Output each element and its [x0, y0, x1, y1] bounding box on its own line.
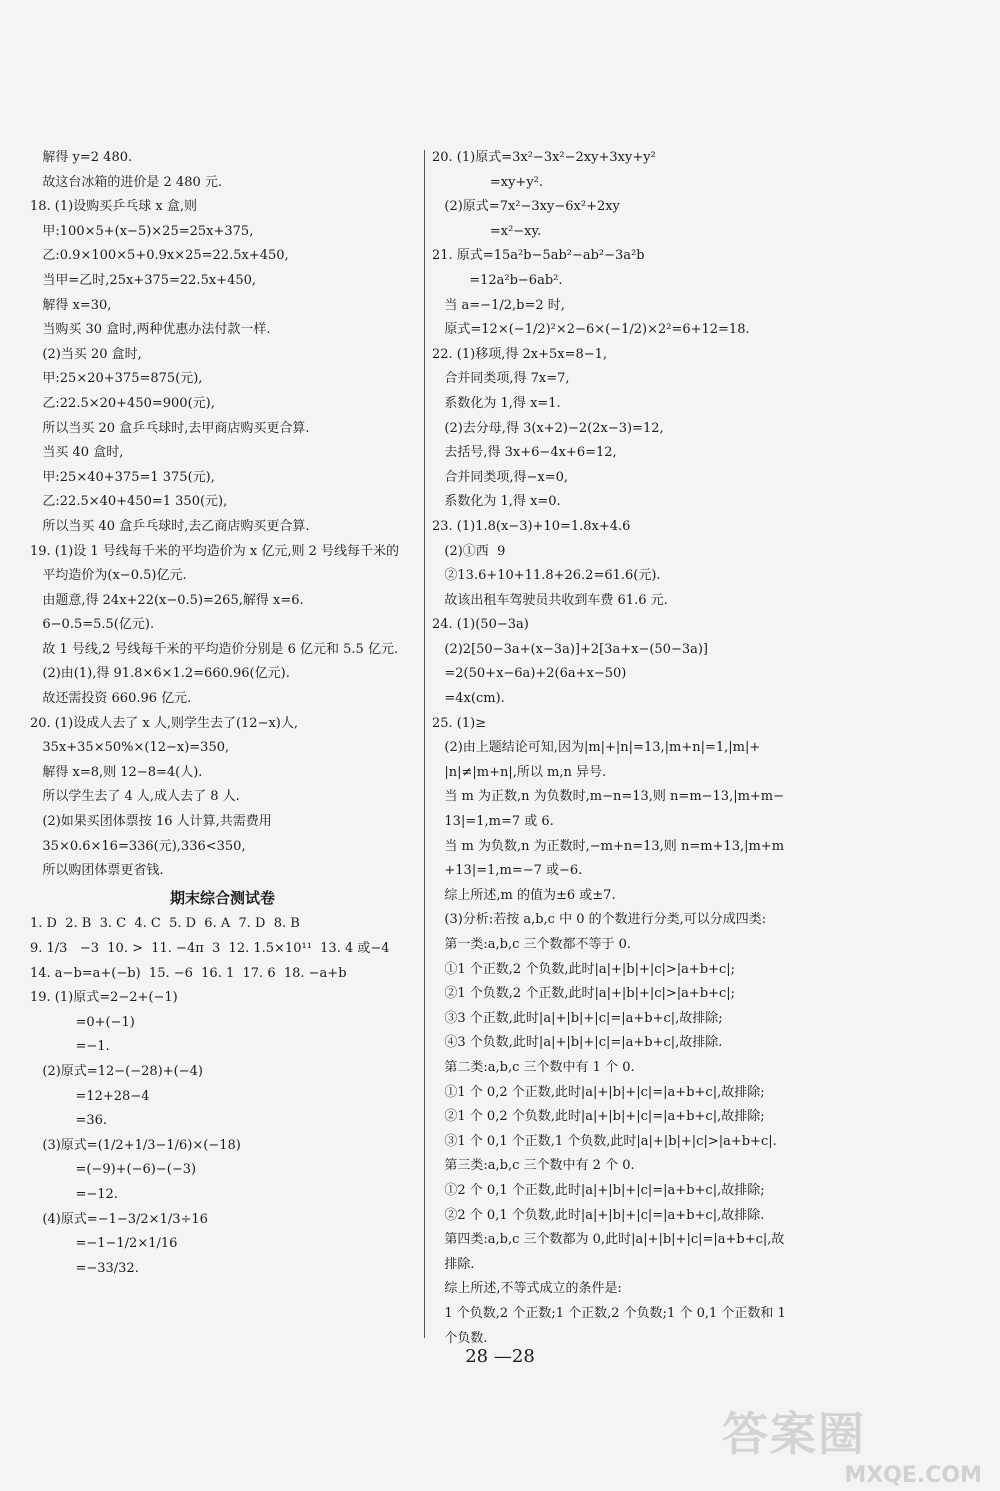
left-answers-part2	[30, 912, 415, 1281]
answer-line: 所以购团体票更省钱.	[30, 863, 164, 879]
answer-line: 第三类:a,b,c 三个数中有 2 个 0.	[432, 1158, 635, 1174]
right-column	[432, 146, 852, 1351]
answer-line: 当买 40 盒时,	[30, 445, 124, 461]
answer-line: 24. (1)(50−3a)	[432, 617, 529, 633]
answer-line: 所以学生去了 4 人,成人去了 8 人.	[30, 789, 240, 805]
answer-line: 故还需投资 660.96 亿元.	[30, 691, 192, 707]
answer-line: 6−0.5=5.5(亿元).	[30, 617, 155, 633]
answer-line: ②2 个 0,1 个负数,此时|a|+|b|+|c|=|a+b+c|,故排除.	[432, 1207, 765, 1223]
answer-line: 解得 x=30,	[30, 297, 112, 313]
answer-line: ③1 个 0,1 个正数,1 个负数,此时|a|+|b|+|c|>|a+b+c|.	[432, 1133, 777, 1149]
answer-line: 35x+35×50%×(12−x)=350,	[30, 740, 230, 756]
answer-line: 当 m 为负数,n 为正数时,−m+n=13,则 n=m+13,|m+m	[432, 838, 785, 854]
answer-line: =−1.	[30, 1039, 110, 1055]
answer-line: =12a²b−6ab².	[432, 272, 563, 288]
answer-line: =0+(−1)	[30, 1014, 135, 1030]
answer-line: 甲:100×5+(x−5)×25=25x+375,	[30, 223, 254, 239]
answer-line: 21. 原式=15a²b−5ab²−ab²−3a²b	[432, 248, 645, 264]
answer-line: =12+28−4	[30, 1088, 150, 1104]
answer-line: 系数化为 1,得 x=0.	[432, 494, 561, 510]
answer-line: ①1 个正数,2 个负数,此时|a|+|b|+|c|>|a+b+c|;	[432, 961, 736, 977]
answer-line: 1 个负数,2 个正数;1 个正数,2 个负数;1 个 0,1 个正数和 1	[432, 1305, 786, 1321]
answer-line: ③3 个正数,此时|a|+|b|+|c|=|a+b+c|,故排除;	[432, 1010, 723, 1026]
column-divider	[424, 150, 425, 1338]
answer-line: 当 m 为正数,n 为负数时,m−n=13,则 n=m−13,|m+m−	[432, 789, 785, 805]
answer-line: 23. (1)1.8(x−3)+10=1.8x+4.6	[432, 518, 631, 534]
answer-line: 第二类:a,b,c 三个数中有 1 个 0.	[432, 1059, 635, 1075]
answer-line: (2)原式=7x²−3xy−6x²+2xy	[432, 199, 620, 215]
right-answers	[432, 146, 852, 1351]
answer-line: (2)①西 9	[432, 543, 506, 559]
answer-line: 故 1 号线,2 号线每千米的平均造价分别是 6 亿元和 5.5 亿元.	[30, 641, 399, 657]
answer-line: ②1 个负数,2 个正数,此时|a|+|b|+|c|>|a+b+c|;	[432, 986, 736, 1002]
answer-line: (2)如果买团体票按 16 人计算,共需费用	[30, 814, 272, 830]
answer-line: =2(50+x−6a)+2(6a+x−50)	[432, 666, 627, 682]
answer-line: ②1 个 0,2 个负数,此时|a|+|b|+|c|=|a+b+c|,故排除;	[432, 1109, 765, 1125]
answer-line: 所以当买 20 盒乒乓球时,去甲商店购买更合算.	[30, 420, 310, 436]
answer-line: 综上所述,不等式成立的条件是:	[432, 1281, 622, 1297]
answer-line: =−12.	[30, 1186, 118, 1202]
answer-line: =36.	[30, 1113, 108, 1129]
answer-line: ④3 个负数,此时|a|+|b|+|c|=|a+b+c|,故排除.	[432, 1035, 723, 1051]
answer-line: 18. (1)设购买乒乓球 x 盒,则	[30, 199, 197, 215]
answer-line: 系数化为 1,得 x=1.	[432, 395, 561, 411]
answer-line: =−33/32.	[30, 1260, 139, 1276]
answer-line: 19. (1)原式=2−2+(−1)	[30, 990, 178, 1006]
answer-line: 综上所述,m 的值为±6 或±7.	[432, 887, 616, 903]
left-column	[30, 146, 415, 1281]
answer-line: 乙:0.9×100×5+0.9x×25=22.5x+450,	[30, 248, 289, 264]
answer-line: 第四类:a,b,c 三个数都为 0,此时|a|+|b|+|c|=|a+b+c|,故	[432, 1232, 785, 1248]
answer-line: 合并同类项,得−x=0,	[432, 469, 569, 485]
watermark-site: MXQE.COM	[844, 1463, 982, 1488]
answer-line: 13|=1,m=7 或 6.	[432, 814, 554, 830]
answer-line: (2)原式=12−(−28)+(−4)	[30, 1063, 203, 1079]
answer-line: 故该出租车驾驶员共收到车费 61.6 元.	[432, 592, 668, 608]
answer-line: 所以当买 40 盒乒乓球时,去乙商店购买更合算.	[30, 518, 310, 534]
answer-line: 排除.	[432, 1256, 475, 1272]
answer-line: 20. (1)设成人去了 x 人,则学生去了(12−x)人,	[30, 715, 298, 731]
page-number: 28 —28	[465, 1346, 535, 1367]
answer-line: 由题意,得 24x+22(x−0.5)=265,解得 x=6.	[30, 592, 304, 608]
answer-line: (4)原式=−1−3/2×1/3÷16	[30, 1211, 208, 1227]
answer-line: 9. 1/3 −3 10. > 11. −4π 3 12. 1.5×10¹¹ 13. 4 或−4	[30, 941, 390, 956]
answer-line: 乙:22.5×20+450=900(元),	[30, 395, 215, 411]
answer-line: |n|≠|m+n|,所以 m,n 异号.	[432, 764, 607, 780]
answer-line: ②13.6+10+11.8+26.2=61.6(元).	[432, 568, 661, 584]
answer-line: (2)2[50−3a+(x−3a)]+2[3a+x−(50−3a)]	[432, 641, 709, 657]
answer-line: 25. (1)≥	[432, 715, 487, 731]
answer-line: =x²−xy.	[432, 223, 542, 239]
answer-line: 22. (1)移项,得 2x+5x=8−1,	[432, 346, 608, 362]
answer-line: 合并同类项,得 7x=7,	[432, 371, 570, 387]
answer-line: ①1 个 0,2 个正数,此时|a|+|b|+|c|=|a+b+c|,故排除;	[432, 1084, 765, 1100]
answer-line: 20. (1)原式=3x²−3x²−2xy+3xy+y²	[432, 150, 656, 165]
answer-line: +13|=1,m=−7 或−6.	[432, 863, 583, 879]
answer-line: 原式=12×(−1/2)²×2−6×(−1/2)×2²=6+12=18.	[432, 322, 750, 338]
left-answers-part1	[30, 146, 415, 884]
answer-line: 1. D 2. B 3. C 4. C 5. D 6. A 7. D 8. B	[30, 916, 300, 932]
answer-line: 解得 x=8,则 12−8=4(人).	[30, 764, 203, 780]
answer-line: 故这台冰箱的进价是 2 480 元.	[30, 174, 223, 190]
answer-line: 甲:25×20+375=875(元),	[30, 371, 203, 387]
answer-line: =(−9)+(−6)−(−3)	[30, 1162, 197, 1178]
answer-line: 当购买 30 盒时,两种优惠办法付款一样.	[30, 322, 271, 338]
answer-line: (3)原式=(1/2+1/3−1/6)×(−18)	[30, 1137, 241, 1153]
answer-line: 当甲=乙时,25x+375=22.5x+450,	[30, 272, 257, 288]
answer-line: (2)由上题结论可知,因为|m|+|n|=13,|m+n|=1,|m|+	[432, 740, 761, 756]
answer-line: 第一类:a,b,c 三个数都不等于 0.	[432, 937, 632, 952]
answer-line: 当 a=−1/2,b=2 时,	[432, 297, 565, 313]
answer-line: =−1−1/2×1/16	[30, 1236, 178, 1252]
answer-line: 35×0.6×16=336(元),336<350,	[30, 838, 246, 854]
answer-line: (2)由(1),得 91.8×6×1.2=660.96(亿元).	[30, 666, 290, 682]
answer-line: 个负数.	[432, 1330, 488, 1346]
answer-line: 平均造价为(x−0.5)亿元.	[30, 568, 187, 584]
answer-line: 14. a−b=a+(−b) 15. −6 16. 1 17. 6 18. −a+b	[30, 965, 347, 981]
answer-line: 去括号,得 3x+6−4x+6=12,	[432, 445, 617, 461]
answer-line: (2)去分母,得 3(x+2)−2(2x−3)=12,	[432, 420, 664, 436]
answer-line: 乙:22.5×40+450=1 350(元),	[30, 494, 228, 510]
answer-line: =4x(cm).	[432, 691, 505, 707]
answer-line: 甲:25×40+375=1 375(元),	[30, 469, 215, 485]
answer-line: (3)分析:若按 a,b,c 中 0 的个数进行分类,可以分成四类:	[432, 912, 767, 928]
watermark-logo	[722, 1408, 982, 1488]
answer-line: =xy+y².	[432, 174, 544, 190]
answer-line: 19. (1)设 1 号线每千米的平均造价为 x 亿元,则 2 号线每千米的	[30, 543, 400, 559]
answer-line: ①2 个 0,1 个正数,此时|a|+|b|+|c|=|a+b+c|,故排除;	[432, 1182, 765, 1198]
watermark-main: 答案圈	[722, 1407, 866, 1461]
answer-line: (2)当买 20 盒时,	[30, 346, 142, 362]
answer-line: 解得 y=2 480.	[30, 150, 133, 165]
section-title: 期末综合测试卷	[169, 888, 275, 907]
